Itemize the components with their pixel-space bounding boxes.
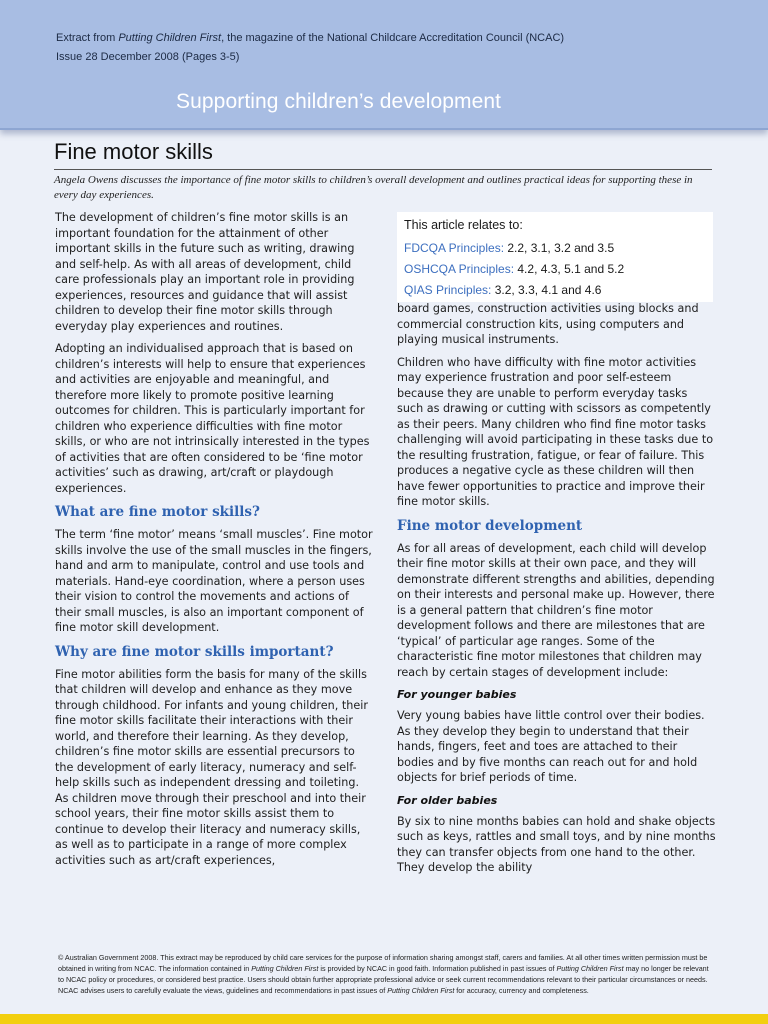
issue-line: Issue 28 December 2008 (Pages 3-5) — [56, 51, 240, 63]
relates-label: FDCQA Principles: — [404, 241, 505, 255]
extract-prefix: Extract from — [56, 32, 119, 44]
subheading-why-important: Why are fine motor skills important? — [55, 643, 334, 660]
footnote-text: may no longer be relevant to NCAC policy or procedures, or considered best practice. Users should obtain further appropriate professional advice or seek current recommendations relevant to their particular circumstances or needs. NCAC advises users to carefully evaluate the views, guidelines and recommendations in past issues of — [58, 964, 709, 995]
subheading-fine-motor-development: Fine motor development — [397, 517, 583, 534]
footer-bar — [0, 1014, 768, 1024]
standfirst: Angela Owens discusses the importance of fine motor skills to children’s overall development and outlines practical ideas for supporting these in every day experiences. — [54, 174, 693, 201]
footnote-magazine: Putting Children First — [556, 964, 624, 973]
paragraph: Fine motor abilities form the basis for many of the skills that children will develop and enhance as they move through childhood. For infants and young children, their fine motor skills facilitate their interactions with their world, and therefore their learning. As they develop, children’s fine motor skills are essential precursors to the development of early literacy, numeracy and self-help skills such as independent dressing and toileting. As children move through their preschool and into their school years, their fine motor skills assist them to continue to develop their literacy and numeracy skills, as well as to participate in a range of more complex activities such as art/craft experiences, — [55, 667, 368, 867]
paragraph: board games, construction activities using blocks and commercial construction kits, using computers and playing musical instruments. — [397, 302, 699, 346]
paragraph: As for all areas of development, each child will develop their fine motor skills at their own pace, and they will demonstrate different strengths and abilities, depending on their interests and personal make up. However, there is a general pattern that children’s fine motor development follows and there are milestones that are ‘typical’ of particular age ranges. Some of the characteristic fine motor milestones that children may reach by certain stages of development include: — [397, 541, 715, 679]
paragraph: Children who have difficulty with fine motor activities may experience frustration and poor self-esteem because they are unable to perform everyday tasks such as drawing or cutting with scissors as competently as their peers. Many children who find fine motor tasks challenging will avoid participating in these tasks due to the resulting frustration, fatigue, or fear of failure. This produces a negative cycle as these children will then have fewer opportunities to practice and improve their fine motor skills. — [397, 355, 714, 508]
extract-suffix: , the magazine of the National Childcare Accreditation Council (NCAC) — [221, 32, 565, 44]
relates-value: 4.2, 4.3, 5.1 and 5.2 — [514, 262, 625, 276]
right-column — [397, 301, 717, 883]
relates-value: 2.2, 3.1, 3.2 and 3.5 — [504, 241, 615, 255]
copyright-footnote — [58, 952, 712, 996]
title-divider — [54, 169, 712, 170]
relates-row-fdcqa — [404, 241, 614, 255]
relates-heading: This article relates to: — [404, 218, 523, 232]
subheading-older-babies: For older babies — [397, 793, 498, 807]
paragraph: The term ‘fine motor’ means ‘small muscles’. Fine motor skills involve the use of the small muscles in the fingers, hand and arm to manipulate, control and use tools and materials. Hand-eye coordination, where a person uses their vision to control the movements and actions of their small muscles, is also an important component of fine motor skill development. — [55, 528, 373, 634]
relates-label: OSHCQA Principles: — [404, 262, 515, 276]
article-title: Fine motor skills — [54, 139, 213, 164]
footnote-magazine: Putting Children First — [387, 986, 455, 995]
relates-value: 3.2, 3.3, 4.1 and 4.6 — [491, 283, 602, 297]
footnote-text: for accuracy, currency and completeness. — [454, 986, 589, 995]
footnote-text: © Australian Government 2008. This extract may be reproduced by child care services for the purpose of information sharing amongst staff, carers and families. At all other times written permission must be obtained in writing from NCAC. The information contained in — [58, 953, 708, 973]
relates-label: QIAS Principles: — [404, 283, 492, 297]
paragraph: By six to nine months babies can hold and shake objects such as keys, rattles and small toys, and by nine months they can transfer objects from one hand to the other. They develop the ability — [397, 814, 716, 874]
footnote-text: is provided by NCAC in good faith. Information published in past issues of — [318, 964, 557, 973]
subheading-younger-babies: For younger babies — [397, 688, 517, 701]
relates-row-qias — [404, 283, 601, 297]
paragraph: Very young babies have little control over their bodies. As they develop they begin to understand that their hands, fingers, feet and toes are attached to their bodies and by five months can reach out for and hold objects for brief periods of time. — [397, 709, 705, 784]
magazine-name: Putting Children First — [118, 32, 222, 44]
relates-to-box — [397, 212, 713, 302]
relates-row-oshcqa — [404, 262, 624, 276]
left-column — [55, 210, 373, 875]
footnote-magazine: Putting Children First — [251, 964, 319, 973]
paragraph: The development of children’s fine motor skills is an important foundation for the attainment of other important skills in the future such as writing, drawing and self-help. As with all areas of development, child care professionals play an important role in providing experiences, resources and guidance that will assist children to develop their fine motor skills through everyday play experiences and routines. — [55, 211, 355, 333]
subheading-what-are-fine-motor-skills: What are fine motor skills? — [55, 504, 260, 520]
section-title: Supporting children’s development — [176, 90, 502, 113]
paragraph: Adopting an individualised approach that is based on children’s interests will help to ensure that experiences and activities are enjoyable and meaningful, and therefore more likely to promote positive learning outcomes for children. This is particularly important for children who experience difficulties with fine motor skills, or who are not intrinsically interested in the types of activities that are often considered to be ‘fine motor activities’ such as drawing, art/craft or playdough experiences. — [55, 342, 370, 495]
extract-line — [56, 32, 564, 44]
header-banner — [0, 0, 768, 130]
